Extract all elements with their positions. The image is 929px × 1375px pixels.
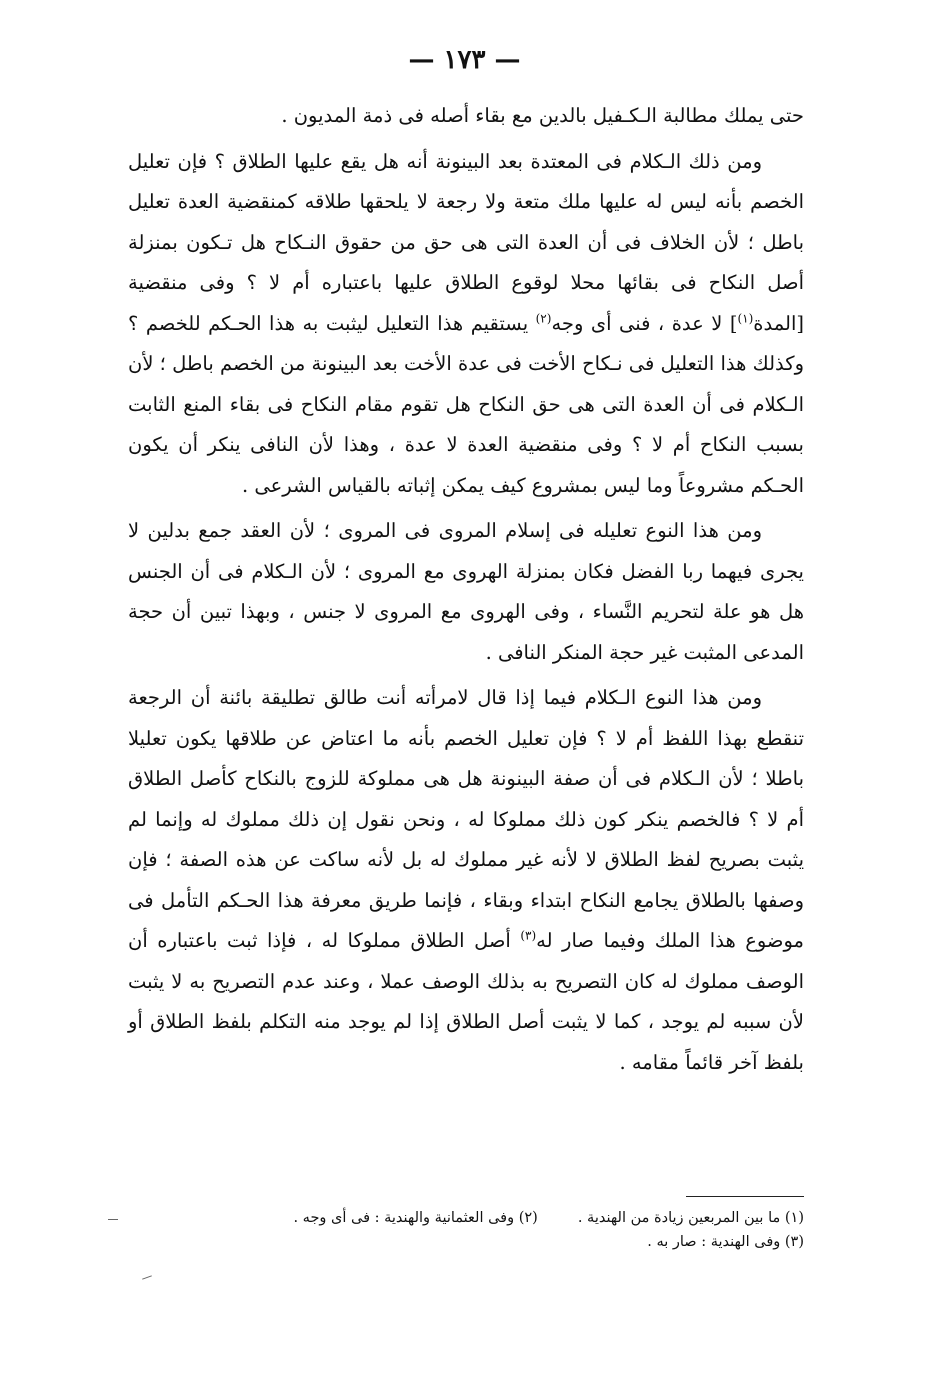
main-text <box>128 96 804 1083</box>
footnote-3: (٣) وفى الهندية : صار به . <box>647 1234 804 1250</box>
footnotes <box>128 1206 804 1254</box>
footnote-row <box>128 1206 804 1230</box>
paragraph-2-tail-a: ] لا عدة ، فنى أى وجه <box>551 311 738 335</box>
paragraph-3: ومن هذا النوع تعليله فى إسلام المروى فى المروى ؛ لأن العقد جمع بدلين لا يجرى فيهما ربا الفضل فكان بمنزلة الهروى مع المروى ؛ لأن الـكلام فى أن الجنس هل هو علة لتحريم النَّساء ، وفى الهروى مع المروى لا جنس ، وبهذا تبين أن حجة المدعى المثبت غير حجة المنكر النافى . <box>128 519 804 664</box>
footnote-1: (١) ما بين المربعين زيادة من الهندية . <box>577 1210 804 1226</box>
paragraph-4-text: ومن هذا النوع الـكلام فيما إذا قال لامرأته أنت طالق تطليقة بائنة أن الرجعة تنقطع بهذا اللفظ أم لا ؟ فإن تعليل الخصم بأنه ما اعتاض عن طلاقها يكون تعليلا باطلا ؛ لأن الـكلام فى أن صفة البينونة هل هى مملوكة للزوج بالنكاح كأصل الطلاق أم لا ؟ فالخصم ينكر كون ذلك مملوكا له ، ونحن نقول إن ذلك مملوك له وإنما لم يثبت بصريح لفظ الطلاق لا لأنه غير مملوك له بل لأنه ساكت عن هذه الصفة ؛ فإن وصفها بالطلاق يجامع النكاح ابتداء وبقاء ، فإنما طريق معرفة هذا الحـكم التأمل فى موضوع هذا الملك وفيما صار له <box>128 686 805 952</box>
paragraph-2-text: ومن ذلك الـكلام فى المعتدة بعد البينونة أنه هل يقع عليها الطلاق ؟ فإن تعليل الخصم بأنه ليس له عليها ملك متعة ولا رجعة لا يلحقها طلاقه كمنقضية العدة تعليل باطل ؛ لأن الخلاف فى أن العدة التى هى حق من حقوق النـكاح هل تـكون بمنزلة أصل النكاح فى بقائها محلا لوقوع الطلاق عليها باعتباره أم لا ؟ وفى منقضية [المدة <box>128 149 804 335</box>
footnote-ref-1: (١) <box>737 311 754 325</box>
scan-mark <box>142 1275 152 1279</box>
paragraph-2-tail-b: يستقيم هذا التعليل ليثبت به هذا الحـكم للخصم ؟ وكذلك هذا التعليل فى نـكاح الأخت فى عدة الأخت بعد البينونة من الخصم باطل ؛ لأن الـكلام فى أن العدة التى هى حق النكاح هل تقوم مقام النكاح فى بقاء المنع الثابت بسبب النكاح أم لا ؟ وفى منقضية العدة لا عدة ، وهذا لأن النافى ينكر أن يكون الحـكم مشروعاً وما ليس بمشروع كيف يمكن إثباته بالقياس الشرعى . <box>128 311 804 497</box>
footnote-2: (٢) وفى العثمانية والهندية : فى أى وجه . <box>293 1210 538 1226</box>
paragraph-4 <box>128 678 804 1083</box>
footnote-ref-2: (٢) <box>535 311 552 325</box>
page-number: — ١٧٣ — <box>408 45 521 75</box>
scan-mark <box>108 1219 118 1220</box>
paragraph-1: حتى يملك مطالبة الـكـفيل بالدين مع بقاء أصله فى ذمة المديون . <box>281 104 804 127</box>
paragraph-2 <box>128 142 804 507</box>
footnote-ref-3: (٣) <box>520 928 537 943</box>
footnote-separator <box>686 1196 804 1197</box>
paragraph-4-tail: أصل الطلاق مملوكا له ، فإذا ثبت باعتباره أن الوصف مملوك له كان التصريح به بذلك الوصف عملا ، وعند عدم التصريح به لا يثبت لأن سببه لم يوجد ، كما لا يثبت أصل الطلاق إذا لم يوجد منه التكلم بلفظ الطلاق أو بلفظ آخر قائماً مقامه . <box>128 929 804 1074</box>
